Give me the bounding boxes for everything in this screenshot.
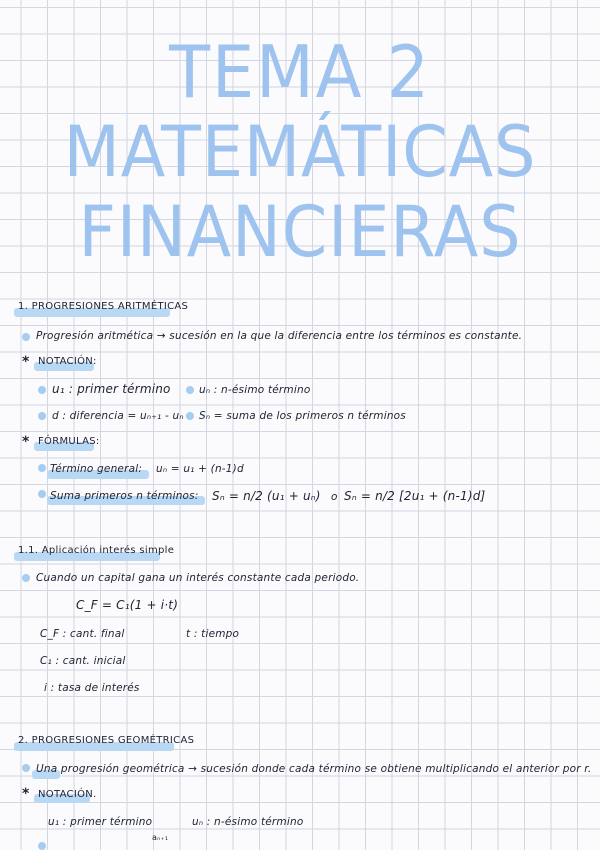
section11-var: C_F : cant. final <box>40 628 125 640</box>
title-line-1: TEMA 2 <box>169 30 431 114</box>
bullet-dot <box>38 386 46 394</box>
bullet-dot <box>186 386 194 394</box>
title-line-2: MATEMÁTICAS <box>63 111 537 193</box>
section2-definition: Una progresión geométrica → sucesión donde cada término se obtiene multiplicando el anterior por r. <box>36 763 592 775</box>
section11-var: i : tasa de interés <box>44 682 140 694</box>
bullet-dot <box>38 412 46 420</box>
bullet-dot <box>22 333 30 341</box>
formula-general-label: Término general: <box>50 463 143 475</box>
notation2-item: uₙ : n-ésimo término <box>192 816 304 828</box>
section1-formulas-label: FÓRMULAS: <box>38 436 100 447</box>
section1-notation-label: NOTACIÓN: <box>38 356 97 367</box>
notation-item: Sₙ = suma de los primeros n términos <box>199 410 406 422</box>
bullet-dot <box>38 464 46 472</box>
notation-item: uₙ : n-ésimo término <box>199 384 311 396</box>
notation-item: u₁ : primer término <box>52 382 171 396</box>
section11-heading: 1.1. Aplicación interés simple <box>18 545 175 556</box>
bullet-dot <box>38 490 46 498</box>
partial-fraction-top: aₙ₊₁ <box>152 833 169 842</box>
section1-heading: 1. PROGRESIONES ARITMÉTICAS <box>18 301 189 312</box>
asterisk-icon: * <box>22 786 30 802</box>
bullet-dot <box>22 574 30 582</box>
bullet-dot <box>38 842 46 850</box>
asterisk-icon: * <box>22 434 30 450</box>
notation-item: d : diferencia = uₙ₊₁ - uₙ <box>52 410 184 422</box>
asterisk-icon: * <box>22 354 30 370</box>
section2-notation-label: NOTACIÓN. <box>38 789 97 800</box>
title-line-3: FINANCIERAS <box>78 191 522 273</box>
formula-general: uₙ = u₁ + (n-1)d <box>156 463 244 475</box>
bullet-dot <box>186 412 194 420</box>
section2-heading: 2. PROGRESIONES GEOMÉTRICAS <box>18 735 195 746</box>
bullet-dot <box>22 764 30 772</box>
formula-sum-label: Suma primeros n términos: <box>50 490 199 502</box>
section11-var: C₁ : cant. inicial <box>40 655 126 667</box>
formula-sum-b: Sₙ = n/2 [2u₁ + (n-1)d] <box>344 489 486 503</box>
notation2-item: u₁ : primer término <box>48 816 153 828</box>
formula-sum-or: o <box>331 491 338 503</box>
formula-sum-a: Sₙ = n/2 (u₁ + uₙ) <box>212 489 321 503</box>
section11-formula: C_F = C₁(1 + i·t) <box>76 598 179 612</box>
section11-definition: Cuando un capital gana un interés constante cada periodo. <box>36 572 360 584</box>
section1-definition: Progresión aritmética → sucesión en la que la diferencia entre los términos es constante. <box>36 330 523 342</box>
section11-var: t : tiempo <box>186 628 240 640</box>
